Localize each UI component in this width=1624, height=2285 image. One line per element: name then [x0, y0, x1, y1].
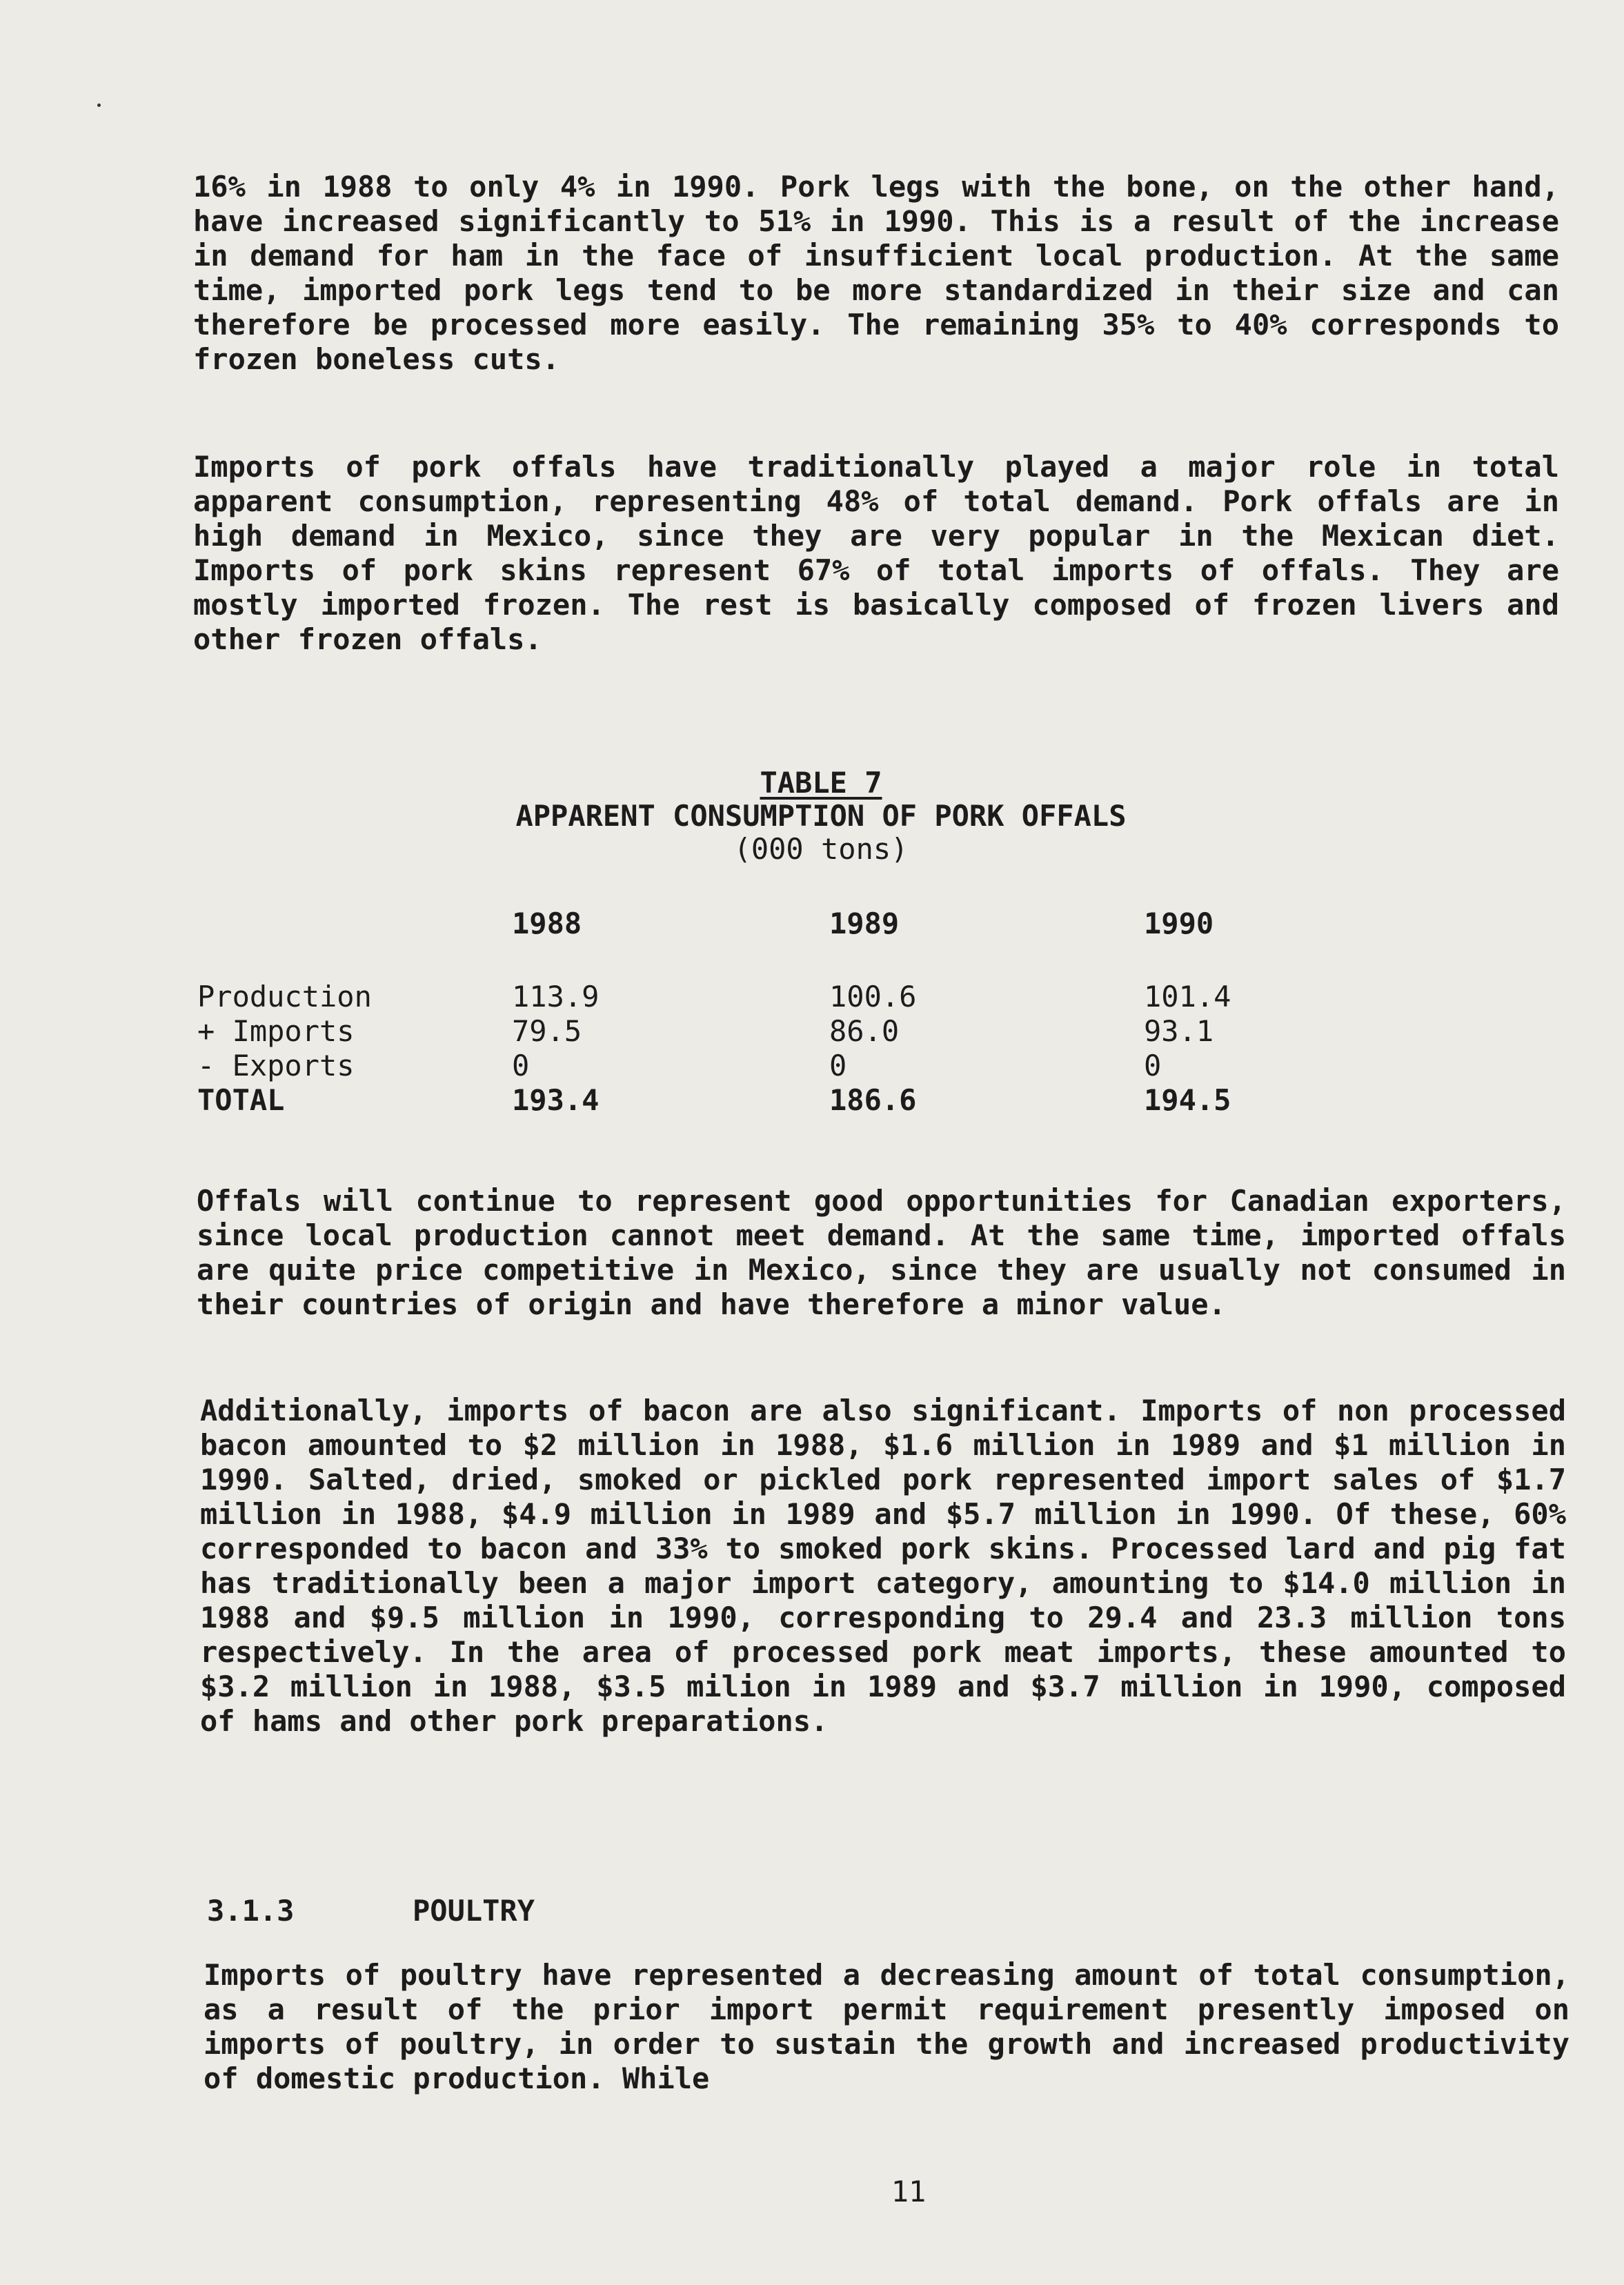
- column-header-1990: 1990: [1144, 907, 1214, 940]
- cell-1990: 0: [1144, 1049, 1162, 1082]
- row-label: TOTAL: [197, 1083, 285, 1117]
- cell-1990: 194.5: [1144, 1083, 1231, 1117]
- cell-1989: 86.0: [829, 1014, 900, 1048]
- row-label: Production: [197, 980, 372, 1013]
- cell-1989: 100.6: [829, 980, 917, 1013]
- cell-1988: 193.4: [512, 1083, 600, 1117]
- paragraph-pork-offals: Imports of pork offals have traditionally played a major role in total apparent consumption, representing 48% of total demand. Pork offals are in high demand in Mexico, since they are very popular in the Mexican diet. Imports of pork skins represent 67% of total imports of offals. They are mostly imported frozen. The rest is basically composed of frozen livers and other frozen offals.: [193, 450, 1559, 656]
- cell-1989: 186.6: [829, 1083, 917, 1117]
- cell-1989: 0: [829, 1049, 847, 1082]
- section-title: POULTRY: [413, 1894, 535, 1928]
- row-label: + Imports: [197, 1014, 355, 1048]
- scan-speck: [97, 103, 101, 107]
- table-number: TABLE 7: [760, 766, 882, 800]
- cell-1990: 93.1: [1144, 1014, 1214, 1048]
- section-number: 3.1.3: [207, 1894, 295, 1928]
- table-row-exports: [193, 1049, 1449, 1083]
- table-title: APPARENT CONSUMPTION OF PORK OFFALS: [515, 799, 1127, 833]
- table-row-total: [193, 1083, 1449, 1118]
- cell-1990: 101.4: [1144, 980, 1231, 1013]
- page-number: 11: [891, 2175, 927, 2208]
- paragraph-offal-opportunities: Offals will continue to represent good opportunities for Canadian exporters, since local production cannot meet demand. At the same time, imported offals are quite price competitive in Mexico, since they are usually not consumed in their countries of origin and have therefore a minor value.: [197, 1184, 1566, 1321]
- paragraph-bacon-imports: Additionally, imports of bacon are also significant. Imports of non processed bacon amounted to $2 million in 1988, $1.6 million in 1989 and $1 million in 1990. Salted, dried, smoked or pickled pork represented import sales of $1.7 million in 1988, $4.9 million in 1989 and $5.7 million in 1990. Of these, 60% corresponded to bacon and 33% to smoked pork skins. Processed lard and pig fat has traditionally been a major import category, amounting to $14.0 million in 1988 and $9.5 million in 1990, corresponding to 29.4 and 23.3 million tons respectively. In the area of processed pork meat imports, these amounted to $3.2 million in 1988, $3.5 milion in 1989 and $3.7 million in 1990, composed of hams and other pork preparations.: [200, 1394, 1566, 1738]
- table-row-imports: [193, 1014, 1449, 1049]
- table-row-production: [193, 980, 1449, 1014]
- table-unit: (000 tons): [733, 832, 909, 866]
- paragraph-poultry: Imports of poultry have represented a decreasing amount of total consumption, as a result of the prior import permit requirement presently imposed on imports of poultry, in order to sustain the growth and increased productivity of domestic production. While: [204, 1958, 1569, 2095]
- cell-1988: 0: [512, 1049, 530, 1082]
- cell-1988: 113.9: [512, 980, 600, 1013]
- row-label: - Exports: [197, 1049, 355, 1082]
- cell-1988: 79.5: [512, 1014, 582, 1048]
- column-header-1988: 1988: [512, 907, 582, 940]
- column-header-1989: 1989: [829, 907, 900, 940]
- paragraph-pork-legs: 16% in 1988 to only 4% in 1990. Pork legs with the bone, on the other hand, have increased significantly to 51% in 1990. This is a result of the increase in demand for ham in the face of insufficient local production. At the same time, imported pork legs tend to be more standardized in their size and can therefore be processed more easily. The remaining 35% to 40% corresponds to frozen boneless cuts.: [193, 170, 1559, 376]
